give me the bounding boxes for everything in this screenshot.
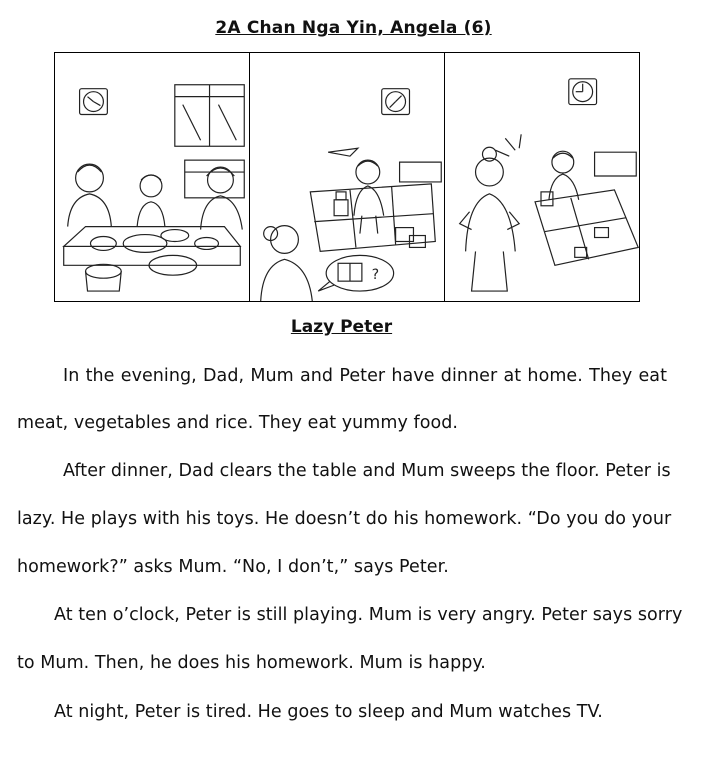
clock-icon: [382, 89, 410, 115]
story-line-7: to Mum. Then, he does his homework. Mum is happy.: [17, 653, 486, 673]
story-line-8: At night, Peter is tired. He goes to sleep and Mum watches TV.: [54, 702, 603, 722]
story-title: Lazy Peter: [290, 317, 393, 337]
story-line-2: meat, vegetables and rice. They eat yummy food.: [17, 413, 459, 433]
window-icon: [175, 85, 244, 147]
panel-dinner-scene: [55, 53, 250, 301]
clock-icon: [569, 79, 597, 105]
story-line-5: homework?” asks Mum. “No, I don’t,” says Peter.: [17, 557, 449, 577]
panel-playing-scene: [250, 53, 445, 301]
dinner-illustration: [55, 53, 249, 301]
story-line-1: In the evening, Dad, Mum and Peter have dinner at home. They eat: [63, 366, 667, 386]
student-name-header: 2A Chan Nga Yin, Angela (6): [215, 18, 492, 38]
angry-mum-illustration: [445, 53, 639, 301]
playing-illustration: [250, 53, 444, 301]
story-line-6: At ten o’clock, Peter is still playing. Mum is very angry. Peter says sorry: [54, 605, 683, 625]
picture-strip: [54, 52, 640, 302]
svg-text:?: ?: [371, 267, 380, 284]
panel-angry-mum-scene: [445, 53, 639, 301]
story-line-3: After dinner, Dad clears the table and Mum sweeps the floor. Peter is: [63, 461, 671, 481]
story-line-4: lazy. He plays with his toys. He doesn’t do his homework. “Do you do your: [17, 509, 672, 529]
clock-icon: [80, 89, 108, 115]
